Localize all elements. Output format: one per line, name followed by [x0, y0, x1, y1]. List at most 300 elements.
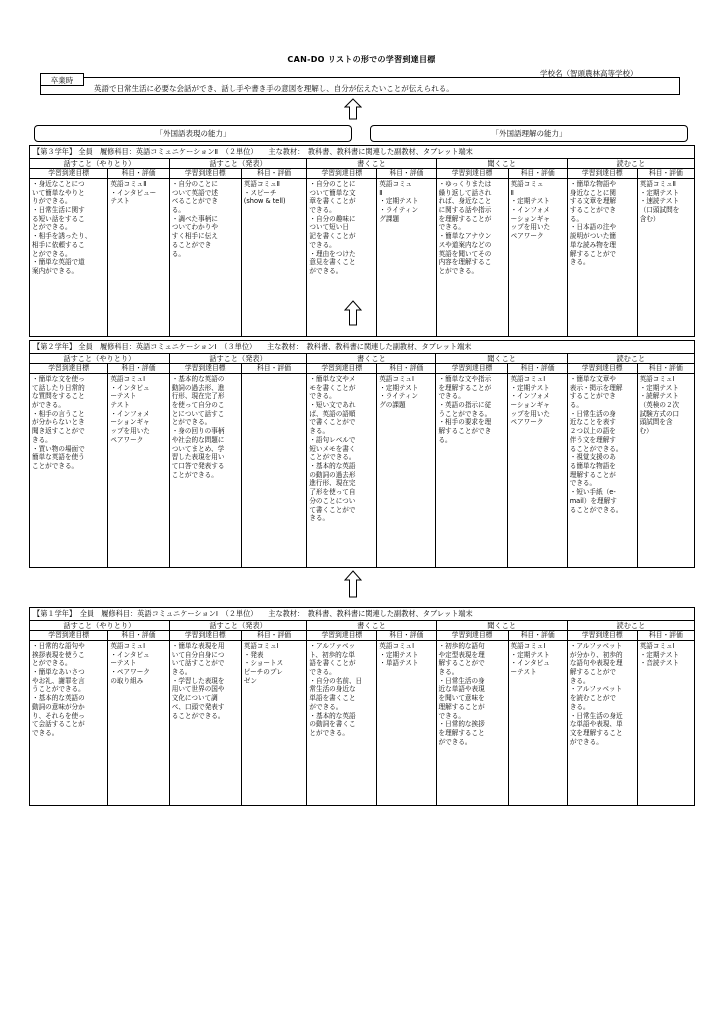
goal-cell	[30, 178, 108, 336]
evaluation-cell	[108, 373, 169, 567]
cell-line: ることができる。	[569, 505, 623, 514]
eval-column-header: 科目・評価	[377, 169, 436, 179]
cell-line: ・定期テスト	[639, 188, 680, 197]
up-arrow-icon	[344, 570, 362, 598]
cell-line: ペアワーク	[110, 435, 144, 444]
skill-heading: 話すこと（発表）	[169, 353, 307, 364]
cell-line: 挨拶表現を使うこ	[32, 650, 85, 659]
cell-line: グの課題	[379, 401, 406, 410]
cell-line: 英語コミュⅠ	[510, 374, 546, 383]
cell-line: ・日常生活の身	[569, 409, 616, 418]
cell-line: ・簡単な英語で道	[32, 258, 85, 267]
cell-line: 単な読み物を理	[569, 240, 617, 249]
cell-line: ーテスト	[110, 659, 137, 668]
cell-line: ついてまとめ、学	[171, 444, 225, 453]
cell-line: ・自分の名前、日	[309, 676, 363, 685]
cell-line: 内容を理解するこ	[438, 258, 492, 267]
cell-line: ・スピーチ	[243, 188, 277, 197]
cell-line: ・基本的な英語の	[171, 374, 225, 383]
cell-line: ことができる。	[309, 453, 356, 462]
cell-line: ・短い文であれ	[309, 401, 356, 410]
evaluation-cell	[108, 640, 169, 805]
cell-line: な単語や表現、単	[569, 720, 623, 729]
goal-column-header: 学習到達目標	[30, 364, 108, 374]
cell-line: 英語コミュⅠ	[110, 374, 146, 383]
cell-line: 英語コミュⅠ	[639, 374, 675, 383]
cell-line: 解することがで	[438, 659, 485, 668]
cell-line: ーションギャ	[510, 401, 550, 410]
cell-line: 動詞の過去形、進	[171, 383, 225, 392]
skill-heading: 話すこと（やりとり）	[30, 158, 170, 169]
cell-line: に関する話や指示	[438, 206, 492, 215]
cell-line: が分からないとき	[32, 418, 85, 427]
cell-line: グ課題	[379, 214, 400, 223]
skill-heading: 聞くこと	[436, 620, 567, 631]
school-name: 学校名（智頭農林高等学校）	[540, 69, 638, 78]
cell-line: ができる。	[309, 702, 343, 711]
cell-line: ・ショートス	[243, 659, 284, 668]
eval-column-header: 科目・評価	[508, 631, 567, 641]
cell-line: 解することがで	[569, 668, 616, 677]
goal-cell	[169, 640, 241, 805]
cell-line: 分のことについ	[309, 496, 356, 505]
cell-line: ・簡単な表現を用	[171, 641, 225, 650]
cell-line: モを書くことが	[309, 383, 356, 392]
cell-line: 説明がついた簡	[569, 232, 617, 241]
evaluation-cell	[508, 640, 567, 805]
cell-line: を使って自分のこ	[171, 401, 225, 410]
cell-line: ・簡単な文やメ	[309, 374, 356, 383]
evaluation-cell	[508, 178, 567, 336]
goal-column-header: 学習到達目標	[169, 631, 241, 641]
cell-line: ・読解テスト	[639, 392, 679, 401]
cell-line: 英語コミュⅠ	[379, 374, 414, 383]
cell-line: 英語コミュⅠ	[243, 641, 279, 650]
eval-column-header: 科目・評価	[108, 364, 169, 374]
cell-line: とについて話すこ	[171, 409, 225, 418]
cell-line: 試験方式の口	[639, 409, 680, 418]
cell-line: Ⅱ	[510, 188, 514, 197]
cell-line: ・簡単なアナウン	[438, 232, 492, 241]
cell-line: できる。	[438, 711, 465, 720]
evaluation-cell	[377, 640, 436, 805]
cell-line: 含む）	[639, 214, 660, 223]
cell-line: る短い話をするこ	[32, 214, 85, 223]
cell-line: やお礼、謝罪を言	[32, 676, 85, 685]
cell-line: 近な単語や表現	[438, 685, 485, 694]
cell-line: うことができる。	[438, 409, 492, 418]
cell-line: とができる。	[171, 418, 212, 427]
eval-column-header: 科目・評価	[637, 631, 694, 641]
cell-line: テスト	[110, 197, 130, 206]
page-title: CAN-DO リストの形での学習到達目標	[287, 55, 436, 64]
evaluation-cell	[377, 178, 436, 336]
evaluation-cell	[241, 640, 307, 805]
cell-line: ・インフォメ	[510, 206, 550, 215]
cell-line: ・ゆっくりまたは	[438, 179, 492, 188]
cell-line: いて話すことがで	[171, 659, 225, 668]
cell-line: とができる。	[309, 729, 349, 737]
cell-line: て話したり日常的	[32, 383, 85, 392]
skill-heading: 読むこと	[567, 353, 694, 364]
cell-line: れば、身近なこと	[438, 197, 492, 206]
cell-line: ることができる。	[569, 444, 623, 453]
eval-column-header: 科目・評価	[108, 169, 169, 179]
skill-heading: 話すこと（発表）	[169, 158, 307, 169]
cell-line: ・日本語の注や	[569, 223, 617, 232]
evaluation-cell	[241, 178, 307, 336]
cell-line: できる。	[569, 479, 597, 488]
cell-line: ・日常的な語句や	[32, 641, 85, 650]
cell-line: きる。	[569, 676, 590, 685]
cell-line: ・定期テスト	[510, 197, 550, 206]
cell-line: （英検の２次	[639, 401, 680, 410]
cell-line: ・インタビュ	[510, 659, 550, 668]
cell-line: 英語コミュⅡ	[110, 179, 147, 188]
cell-line: ・買い物の場面で	[32, 444, 85, 453]
evaluation-cell	[508, 373, 567, 567]
cell-line: ることができる。	[171, 711, 225, 720]
cell-line: 聞き返すことがで	[32, 427, 85, 436]
cell-line: ゼン	[243, 676, 257, 685]
cell-line: ついて英語で述	[171, 188, 218, 197]
year1-header: 【第１学年】 全員 履修科目：英語コミュニケーションⅠ （２単位） 主な教材： 教科書、教科書に関連した副教材、タブレット端末	[30, 608, 695, 621]
cell-line: ・身の回りの事柄	[171, 427, 225, 436]
cell-line: ペアワーク	[510, 232, 544, 241]
eval-column-header: 科目・評価	[637, 364, 694, 374]
goal-column-header: 学習到達目標	[169, 364, 241, 374]
year3-header: 【第３学年】 全員 履修科目：英語コミュニケーションⅡ （２単位） 主な教材： 教科書、教科書に関連した副教材、タブレット端末	[30, 146, 695, 159]
cell-line: 英語コミュⅡ	[243, 179, 280, 188]
cell-line: きる。	[438, 668, 459, 677]
cell-line: 英語コミュⅠ	[510, 641, 546, 650]
cell-line: ・インフォメ	[110, 409, 150, 418]
cell-line: を理解すること	[438, 729, 485, 737]
skill-heading: 聞くこと	[436, 353, 567, 364]
cell-line: ついてわかりや	[171, 223, 218, 232]
goal-column-header: 学習到達目標	[436, 364, 508, 374]
cell-line: できる。	[309, 392, 336, 401]
cell-line: Ⅱ	[379, 188, 383, 197]
eval-column-header: 科目・評価	[637, 169, 694, 179]
cell-line: ・定期テスト	[379, 383, 419, 392]
cell-line: む）	[639, 427, 653, 436]
cell-line: ついて短い日	[309, 223, 349, 232]
cell-line: ・身近なことにつ	[32, 179, 85, 188]
cell-line: 記を書くことが	[309, 232, 356, 241]
cell-line: ができる。	[309, 267, 343, 275]
cell-line: 相手に依頼するこ	[32, 240, 85, 249]
cell-line: ２つ以上の語を	[569, 427, 616, 436]
cell-line: きる。	[309, 514, 330, 523]
cell-line: りができる。	[32, 197, 72, 206]
cell-line: ・語句レベルで	[309, 435, 356, 444]
goal-cell	[30, 640, 108, 805]
goal-column-header: 学習到達目標	[169, 169, 241, 179]
cell-line: ・基本的な英語の	[32, 694, 85, 703]
cell-line: 理解することが	[438, 702, 485, 711]
goal-cell	[307, 373, 377, 567]
cell-line: な語句や表現を理	[569, 659, 623, 668]
cell-line: る。	[438, 435, 452, 444]
cell-line: 頭試問を含	[639, 418, 673, 427]
cell-line: ・定期テスト	[510, 650, 550, 659]
cell-line: すく相手に伝え	[171, 232, 218, 241]
cell-line: ・視覚支援のあ	[569, 453, 616, 462]
eval-column-header: 科目・評価	[241, 169, 307, 179]
goal-column-header: 学習到達目標	[567, 364, 637, 374]
evaluation-cell	[637, 178, 694, 336]
cell-line: ・アルファベット	[569, 685, 623, 694]
cell-line: できる。	[438, 392, 465, 401]
goal-cell	[307, 640, 377, 805]
eval-column-header: 科目・評価	[377, 631, 436, 641]
cell-line: (show & tell)	[243, 197, 286, 206]
cell-line: 伴う文を理解す	[569, 435, 616, 444]
goal-cell	[567, 640, 637, 805]
cell-line: ・ライティン	[379, 392, 419, 401]
cell-line: ・相手の要求を理	[438, 418, 492, 427]
cell-line: の取り組み	[110, 676, 144, 685]
cell-line: スや道案内などの	[438, 240, 492, 249]
cell-line: 英語コミュⅠ	[110, 641, 146, 650]
evaluation-cell	[637, 373, 694, 567]
cell-line: を聞いて意味を	[438, 694, 485, 703]
cell-line: ・基本的な英語	[309, 462, 356, 470]
goal-cell	[436, 640, 508, 805]
cell-line: ペアワーク	[510, 418, 544, 427]
skill-heading: 書くこと	[307, 620, 436, 631]
goal-cell	[307, 178, 377, 336]
cell-line: 短いメモを書く	[309, 444, 356, 453]
cell-line: できる。	[309, 206, 336, 215]
cell-line: ・定期テスト	[639, 650, 680, 659]
cell-line: を理解することが	[438, 383, 492, 392]
cell-line: ・自分のことに	[309, 179, 356, 188]
graduation-goal: 英語で日常生活に必要な会話ができ、話し手や書き手の意図を理解し、自分が伝えたいことが伝えられる。	[94, 84, 454, 93]
eval-column-header: 科目・評価	[508, 169, 567, 179]
cell-line: 意見を書くこと	[309, 258, 356, 267]
cell-line: ・ペアワーク	[110, 668, 150, 677]
cell-line: ・簡単な文章や	[569, 374, 616, 383]
cell-line: 習した表現を用い	[171, 453, 225, 462]
goal-cell	[567, 373, 637, 567]
cell-line: とができる。	[32, 223, 72, 232]
cell-line: することができ	[569, 392, 616, 401]
cell-line: て口答で発表する	[171, 462, 225, 470]
cell-line: る。	[569, 214, 584, 223]
cell-line: ピーチのプレ	[243, 668, 283, 677]
cell-line: ついて簡単な文	[309, 188, 356, 197]
cell-line: 近なことを表す	[569, 418, 616, 427]
graduation-label: 卒業時	[40, 73, 84, 86]
cell-line: とができる。	[32, 659, 72, 668]
cell-line: て会話することが	[32, 720, 85, 729]
cell-line: ・相手を誘ったり、	[32, 232, 92, 241]
skill-heading: 話すこと（やりとり）	[30, 353, 170, 364]
cell-line: ・ライティン	[379, 206, 419, 215]
cell-line: きる。	[171, 668, 192, 677]
skill-heading: 読むこと	[567, 620, 694, 631]
cell-line: ・アルファベッ	[309, 641, 356, 650]
cell-line: る。	[171, 249, 185, 258]
cell-line: ーションギャ	[510, 214, 550, 223]
cell-line: の動詞を書くこ	[309, 720, 356, 729]
cell-line: きる。	[32, 435, 52, 444]
cell-line: ・日常生活に関す	[32, 206, 85, 215]
cell-line: 解することができ	[438, 427, 492, 436]
cell-line: ・発表	[243, 650, 264, 659]
expression-ability-box: 「外国語表現の能力」	[34, 125, 352, 142]
cell-line: て書くことがで	[309, 505, 356, 514]
cell-line: テスト	[110, 401, 130, 410]
cell-line: ップを用いた	[110, 427, 150, 436]
cell-line: ・簡単なあいさつ	[32, 668, 85, 677]
cell-line: いて簡単なやりと	[32, 188, 85, 197]
cell-line: 理解することが	[569, 470, 616, 479]
cell-line: ができる。	[438, 737, 472, 746]
goal-cell	[169, 373, 241, 567]
comprehension-ability-box: 「外国語理解の能力」	[370, 125, 688, 142]
cell-line: 簡単な英語を使う	[32, 453, 85, 462]
year3-table	[29, 145, 695, 337]
skill-heading: 聞くこと	[436, 158, 567, 169]
goal-cell	[436, 373, 508, 567]
cell-line: ・自分のことに	[171, 179, 218, 188]
cell-line: ・定期テスト	[510, 383, 550, 392]
eval-column-header: 科目・評価	[508, 364, 567, 374]
skill-heading: 話すこと（やりとり）	[30, 620, 170, 631]
cell-line: ・短い手紙（e-	[569, 488, 616, 497]
cell-line: ・インフォメ	[510, 392, 550, 401]
cell-line: ・自分の趣味に	[309, 214, 356, 223]
cell-line: 英語コミュⅠ	[379, 641, 415, 650]
cell-line: できる。	[438, 223, 465, 232]
cell-line: ーテスト	[510, 668, 537, 677]
cell-line: できる。	[309, 240, 336, 249]
cell-line: する文章を理解	[569, 197, 617, 206]
cell-line: 身近なことに関	[569, 188, 617, 197]
cell-line: 動詞の意味が分か	[32, 702, 85, 711]
cell-line: きる。	[309, 427, 330, 436]
cell-line: ・日常的な挨拶	[438, 720, 485, 729]
cell-line: 用いて世界の国や	[171, 685, 225, 694]
year2-header: 【第２学年】 全員 履修科目：英語コミュニケーションⅠ （３単位） 主な教材： 教科書、教科書に関連した副教材、タブレット端末	[30, 341, 695, 354]
cell-line: を理解することが	[438, 214, 492, 223]
cell-line: 英語コミュ	[510, 179, 544, 188]
cell-line: や定型表現を理	[438, 650, 485, 659]
cell-line: ができる。	[569, 737, 603, 746]
cell-line: ができる。	[32, 401, 65, 410]
cell-line: な質問をすること	[32, 392, 85, 401]
evaluation-cell	[108, 178, 169, 336]
cell-line: ・調べた事柄に	[171, 214, 218, 223]
cell-line: ップを用いた	[510, 409, 551, 418]
eval-column-header: 科目・評価	[241, 364, 307, 374]
cell-line: り、それらを使っ	[32, 711, 85, 720]
cell-line: 英語コミュⅠ	[639, 641, 675, 650]
cell-line: ・簡単な物語や	[569, 179, 617, 188]
cell-line: とができる。	[438, 267, 479, 275]
cell-line: 解することがで	[569, 249, 617, 258]
goal-cell	[436, 178, 508, 336]
cell-line: る。	[171, 206, 185, 215]
cell-line: 表示・掲示を理解	[569, 383, 623, 392]
cell-line: ることができ	[171, 240, 212, 249]
cell-line: ・アルファベット	[569, 641, 623, 650]
cell-line: ・日常生活の身近	[569, 711, 623, 720]
cell-line: きる。	[569, 702, 590, 711]
cell-line: ト、初歩的な単	[309, 650, 355, 659]
cell-line: を読むことがで	[569, 694, 616, 703]
eval-column-header: 科目・評価	[241, 631, 307, 641]
cell-line: できる。	[309, 668, 336, 677]
cell-line: ・日常生活の身	[438, 676, 485, 685]
cell-line: きる。	[569, 258, 590, 267]
skill-heading: 書くこと	[307, 353, 436, 364]
cell-line: ・単語テスト	[379, 659, 419, 668]
cell-line: ・インタビュ	[110, 650, 150, 659]
skill-heading: 話すこと（発表）	[169, 620, 307, 631]
cell-line: 繰り返して話され	[438, 188, 492, 197]
goal-column-header: 学習到達目標	[436, 169, 508, 179]
cell-line: ・学習した表現を	[171, 676, 225, 685]
year1-table	[29, 607, 695, 806]
year2-table	[29, 340, 695, 568]
cell-line: 了形を使って自	[309, 488, 356, 497]
cell-line: 英語コミュⅡ	[639, 179, 676, 188]
cell-line: ば、英語の語順	[309, 409, 356, 418]
cell-line: ・簡単な文や指示	[438, 374, 492, 383]
goal-column-header: 学習到達目標	[307, 631, 377, 641]
cell-line: る簡単な物語を	[569, 462, 616, 470]
cell-line: ップを用いた	[510, 223, 551, 232]
cell-line: （口頭試問を	[639, 206, 680, 215]
cell-line: ・速読テスト	[639, 197, 680, 206]
cell-line: 案内ができる。	[32, 267, 79, 275]
cell-line: べることができ	[171, 197, 218, 206]
cell-line: mail）を理解す	[569, 496, 617, 505]
evaluation-cell	[377, 373, 436, 567]
cell-line: とができる。	[32, 249, 72, 258]
cell-line: 単語を書くこと	[309, 694, 356, 703]
evaluation-cell	[241, 373, 307, 567]
goal-column-header: 学習到達目標	[30, 631, 108, 641]
cell-line: ・基本的な英語	[309, 711, 356, 720]
cell-line: の動詞の過去形	[309, 470, 356, 479]
goal-column-header: 学習到達目標	[567, 169, 637, 179]
cell-line: ・英語の指示に従	[438, 401, 492, 410]
cell-line: ・初歩的な語句	[438, 641, 485, 650]
goal-cell	[169, 178, 241, 336]
cell-line: べ、口頭で発表す	[171, 702, 225, 711]
cell-line: 行形、現在完了形	[171, 392, 225, 401]
cell-line: 語を書くことが	[309, 659, 356, 668]
evaluation-cell	[637, 640, 694, 805]
cell-line: ・定期テスト	[379, 650, 419, 659]
cell-line: うことができる。	[32, 685, 85, 694]
cell-line: 英語を聞いてその	[438, 249, 492, 258]
skill-heading: 読むこと	[567, 158, 694, 169]
goal-column-header: 学習到達目標	[30, 169, 108, 179]
cell-line: することができ	[569, 206, 617, 215]
cell-line: できる。	[32, 729, 59, 737]
cell-line: ・相手の言うこと	[32, 409, 85, 418]
cell-line: で書くことがで	[309, 418, 356, 427]
cell-line: ・定期テスト	[379, 197, 419, 206]
cell-line: や社会的な問題に	[171, 435, 225, 444]
cell-line: る。	[569, 401, 583, 410]
